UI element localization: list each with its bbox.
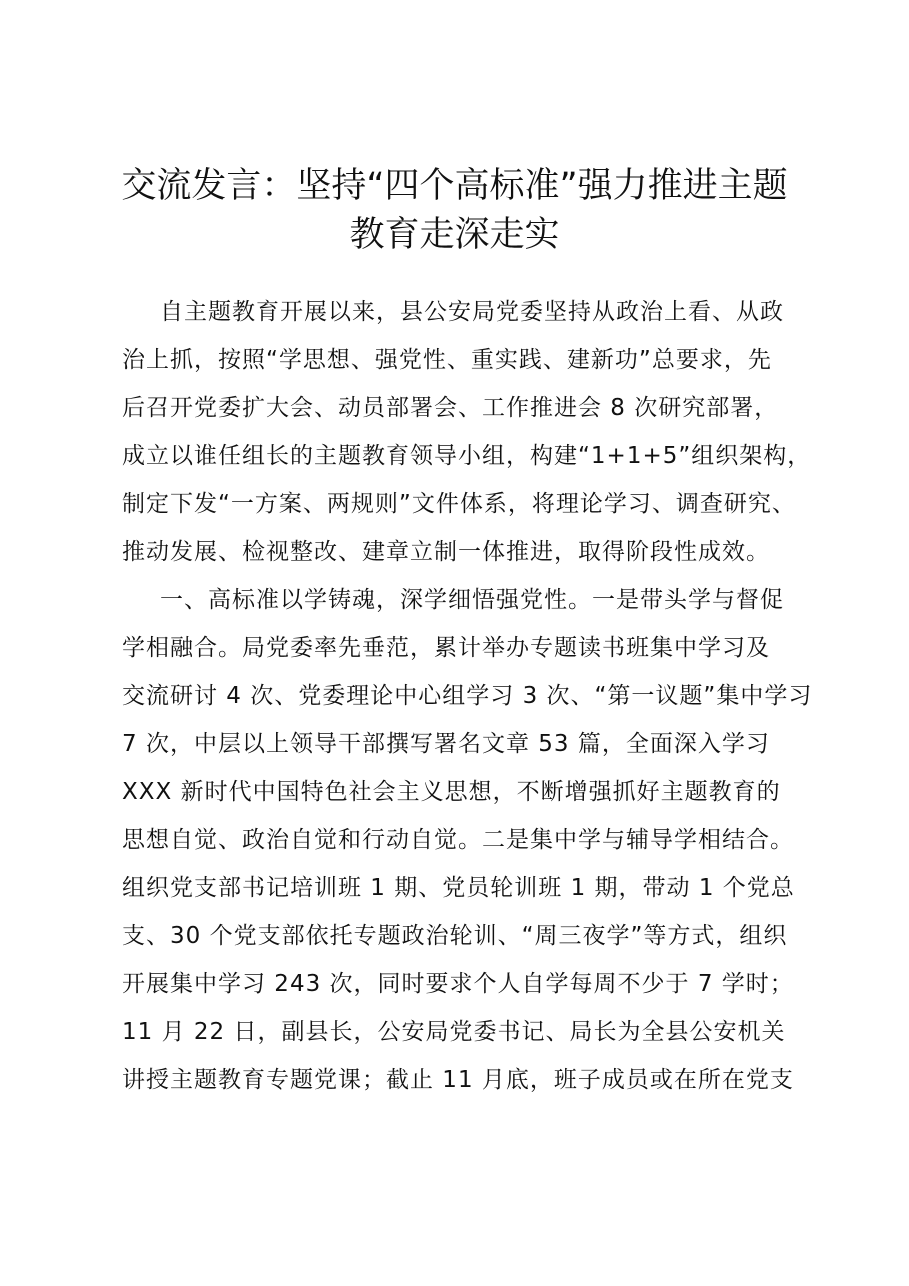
document-title-line-2: 教育走深走实 — [349, 215, 560, 255]
body-line-10: 7 次，中层以上领导干部撰写署名文章 53 篇，全面深入学习 — [122, 731, 770, 757]
body-line-15: 开展集中学习 243 次，同时要求个人自学每周不少于 7 学时； — [122, 971, 794, 997]
document-title-line-1: 交流发言：坚持“四个高标准”强力推进主题 — [121, 166, 788, 206]
body-line-17: 讲授主题教育专题党课；截止 11 月底，班子成员或在所在党支 — [122, 1067, 794, 1093]
body-line-9: 交流研讨 4 次、党委理论中心组学习 3 次、“第一议题”集中学习 — [122, 683, 813, 709]
body-line-3: 后召开党委扩大会、动员部署会、工作推进会 8 次研究部署， — [122, 395, 779, 421]
body-line-2: 治上抓，按照“学思想、强党性、重实践、建新功”总要求，先 — [122, 347, 772, 373]
body-line-1: 自主题教育开展以来，县公安局党委坚持从政治上看、从政 — [160, 299, 784, 325]
body-line-8: 学相融合。局党委率先垂范，累计举办专题读书班集中学习及 — [122, 635, 770, 661]
body-line-7: 一、高标准以学铸魂，深学细悟强党性。一是带头学与督促 — [160, 587, 784, 613]
body-line-4: 成立以谁任组长的主题教育领导小组，构建“1+1+5”组织架构， — [122, 443, 812, 469]
body-line-14: 支、30 个党支部依托专题政治轮训、“周三夜学”等方式，组织 — [122, 923, 788, 949]
body-line-11: XXX 新时代中国特色社会主义思想，不断增强抓好主题教育的 — [122, 779, 781, 805]
body-line-16: 11 月 22 日，副县长，公安局党委书记、局长为全县公安机关 — [122, 1019, 786, 1045]
body-line-12: 思想自觉、政治自觉和行动自觉。二是集中学与辅导学相结合。 — [122, 827, 794, 853]
body-line-5: 制定下发“一方案、两规则”文件体系，将理论学习、调查研究、 — [122, 491, 796, 517]
body-line-13: 组织党支部书记培训班 1 期、党员轮训班 1 期，带动 1 个党总 — [122, 875, 795, 901]
body-line-6: 推动发展、检视整改、建章立制一体推进，取得阶段性成效。 — [122, 539, 770, 565]
